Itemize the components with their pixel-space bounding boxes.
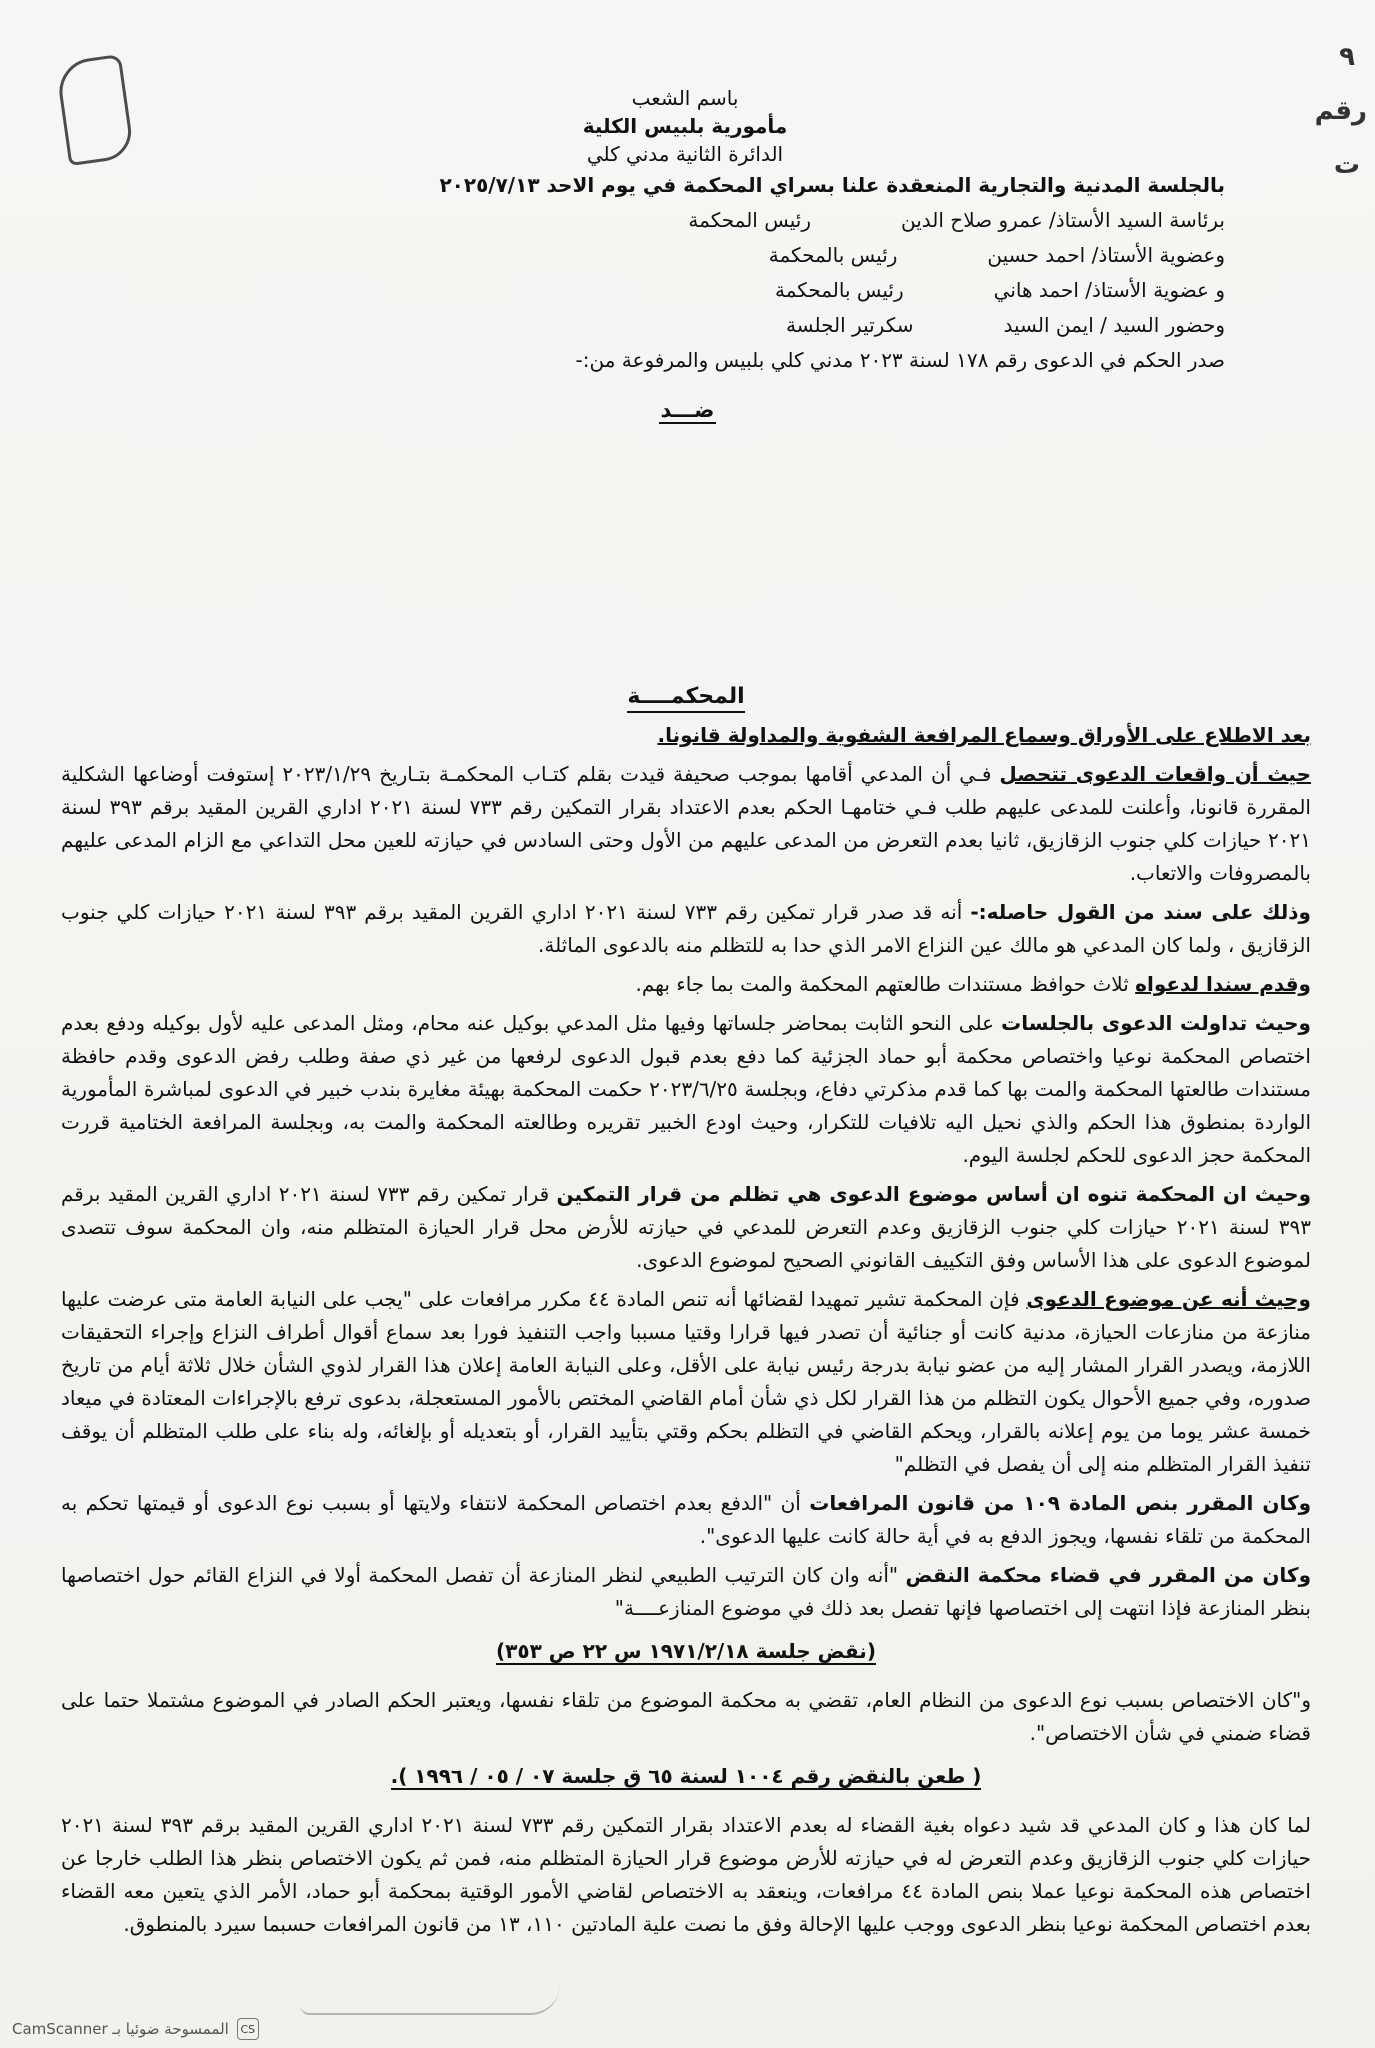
paragraph: وحيث تداولت الدعوى بالجلسات على النحو الثابت بمحاضر جلساتها وفيها مثل المدعي بوكيل عنه محام، ومثل المدعى عليه لأول بوكيله ودفع بعدم اختصاص المحكمة نوعيا واختصاص محكمة أبو حماد الجزئية كما دفع بعدم قبول الدعوى لرفعها من غير ذي صفة وطلب رفض الدعوى وقدم حافظة مستندات طالعتها المحكمة والمت بها كما قدم مذكرتي دفاع، وبجلسة ٢٠٢٣/٦/٢٥ حكمت المحكمة بهيئة مغايرة بندب خبير في الدعوى لمباشرة المأمورية الواردة بمنطوق هذا الحكم والذي نحيل اليه تلافيات للتكرار، وحيث اودع الخبير تقريره وطالعته المحكمة والمت به، وبجلسة المرافعة الختامية قررت المحكمة حجز الدعوى للحكم لجلسة اليوم. — [61, 1011, 1311, 1167]
scanner-watermark — [12, 2018, 259, 2040]
member-line — [145, 273, 1225, 308]
member-name: وحضور السيد / ايمن السيد — [1003, 313, 1225, 337]
paragraph: و"كان الاختصاص بسبب نوع الدعوى من النظام العام، تقضي به محكمة الموضوع من تلقاء نفسها، ويعتبر الحكم الصادر في الموضوع مشتملا حتما على قضاء ضمني في شأن الاختصاص". — [61, 1688, 1311, 1745]
member-name: و عضوية الأستاذ/ احمد هاني — [993, 278, 1225, 302]
paragraph: وحيث ان المحكمة تنوه ان أساس موضوع الدعوى هي تظلم من قرار التمكين قرار تمكين رقم ٧٣٣ لسنة ٢٠٢١ اداري القرين المقيد برقم ٣٩٣ لسنة ٢٠٢١ حيازات كلي جنوب الزقازيق وعدم التعرض للمدعي في حيازته للأرض محل قرار الحيازة المتظلم منه، وان المحكمة سوف تتصدى لموضوع الدعوى على هذا الأساس وفق التكييف القانوني الصحيح لموضوع الدعوى. — [61, 1182, 1311, 1272]
ruling-line: صدر الحكم في الدعوى رقم ١٧٨ لسنة ٢٠٢٣ مدني كلي بلبيس والمرفوعة من:- — [575, 348, 1225, 372]
member-line — [145, 238, 1225, 273]
judgment-header — [145, 84, 1225, 378]
member-line — [145, 203, 1225, 238]
paragraph: وقدم سندا لدعواه ثلاث حوافظ مستندات طالعتهم المحكمة والمت بما جاء بهم. — [635, 972, 1311, 996]
signature-scribble — [300, 1985, 560, 2015]
paragraph: وكان من المقرر في قضاء محكمة النقض "أنه وان كان الترتيب الطبيعي لنظر المنازعة أن تفصل المحكمة أولا في النزاع القائم حول اختصاصها بنظر المنازعة فإذا انتهت إلى اختصاصها فإنها تفصل بعد ذلك في موضوع المنازعــــة" — [61, 1563, 1311, 1620]
scanner-text: الممسوحة ضوئيا بـ CamScanner — [12, 2020, 229, 2038]
paragraph: بعد الاطلاع على الأوراق وسماع المرافعة الشفوية والمداولة قانونا. — [657, 723, 1311, 747]
member-role: رئيس بالمحكمة — [768, 243, 898, 267]
paragraph: وحيث أنه عن موضوع الدعوى فإن المحكمة تشير تمهيدا لقضائها أنه تنص المادة ٤٤ مكرر مرافعات على "يجب على النيابة العامة متى عرضت عليها منازعة من منازعات الحيازة، مدنية كانت أو جنائية أن تصدر فيها قرارا وقتيا مسببا واجب التنفيذ فورا بعد سماع أقوال أطراف النزاع وإجراء التحقيقات اللازمة، ويصدر القرار المشار إليه من عضو نيابة بدرجة رئيس نيابة على الأقل، وعلى النيابة العامة إعلان هذا القرار لذوي الشأن خلال ثلاثة أيام من تاريخ صدوره، وفي جميع الأحوال يكون التظلم من هذا القرار لكل ذي شأن أمام القاضي المختص بالأمور المستعجلة، بدعوى ترفع بالإجراءات المعتادة في ميعاد خمسة عشر يوما من يوم إعلانه بالقرار، ويحكم القاضي في التظلم بحكم وقتي بتأييد القرار، أو بتعديله أو بإلغائه، وله بناء على طلب المتظلم أن يوقف تنفيذ القرار المتظلم منه إلى أن يفصل في التظلم" — [61, 1287, 1311, 1476]
authority-line: مأمورية بلبيس الكلية — [582, 114, 788, 138]
member-role: رئيس المحكمة — [688, 208, 811, 232]
court-title: المحكمــــة — [61, 680, 1311, 713]
member-name: برئاسة السيد الأستاذ/ عمرو صلاح الدين — [900, 208, 1225, 232]
paragraph: لما كان هذا و كان المدعي قد شيد دعواه بغية القضاء له بعدم الاعتداد بقرار التمكين رقم ٧٣٣ لسنة ٢٠٢١ اداري القرين المقيد برقم ٣٩٣ لسنة ٢٠٢١ حيازات كلي جنوب الزقازيق وعدم التعرض له في حيازته للأرض موضوع قرار الحيازة المتظلم منه، فمن ثم يكون الاختصاص بنظر هذا الطلب خارجا عن اختصاص هذه المحكمة نوعيا عملا بنص المادة ٤٤ مرافعات، وينعقد به الاختصاص لقاضي الأمور الوقتية بمحكمة أبو حماد، الأمر الذي يتعين معه القضاء بعدم اختصاص المحكمة نوعيا بنظر الدعوى ووجب عليها الإحالة وفق ما نصت علية المادتين ١١٠، ١٣ من قانون المرافعات حسبما سيرد بالمنطوق. — [61, 1813, 1311, 1936]
margin-mark: ٩ — [1339, 42, 1355, 72]
camscanner-icon: CS — [237, 2018, 259, 2040]
paragraph: وكان المقرر بنص المادة ١٠٩ من قانون المرافعات أن "الدفع بعدم اختصاص المحكمة لانتفاء ولايتها أو بسبب نوع الدعوى أو قيمتها تحكم به المحكمة من تلقاء نفسها، ويجوز الدفع به في أية حالة كانت عليها الدعوى". — [61, 1491, 1312, 1548]
judgment-body — [61, 680, 1311, 1947]
session-line: بالجلسة المدنية والتجارية المنعقدة علنا بسراي المحكمة في يوم الاحد ٢٠٢٥/٧/١٣ — [439, 173, 1225, 197]
circuit-line: الدائرة الثانية مدني كلي — [586, 142, 784, 166]
member-name: وعضوية الأستاذ/ احمد حسين — [987, 243, 1225, 267]
citation: (نقض جلسة ١٩٧١/٢/١٨ س ٢٢ ص ٣٥٣) — [496, 1639, 876, 1663]
in-name-line: باسم الشعب — [631, 86, 739, 110]
margin-mark: رقم — [1314, 96, 1367, 126]
member-role: رئيس بالمحكمة — [774, 278, 904, 302]
margin-annotations — [1314, 30, 1367, 192]
paragraph: وذلك على سند من القول حاصله:- أنه قد صدر قرار تمكين رقم ٧٣٣ لسنة ٢٠٢١ اداري القرين المقيد برقم ٣٩٣ لسنة ٢٠٢١ حيازات كلي جنوب الزقازيق ، ولما كان المدعي هو مالك عين النزاع الامر الذي حدا به للتظلم منه بالدعوى الماثلة. — [61, 900, 1311, 957]
handwritten-mark — [55, 54, 135, 166]
paragraph: حيث أن واقعات الدعوى تتحصل فـي أن المدعي أقامها بموجب صحيفة قيدت بقلم كتـاب المحكمـة بتـاريخ ٢٠٢٣/١/٢٩ إستوفت أوضاعها الشكلية المقررة قانونا، وأعلنت للمدعى عليهم طلب فـي ختامهـا الحكم بعدم الاعتداد بقرار التمكين رقم ٧٣٣ لسنة ٢٠٢١ اداري القرين المقيد برقم ٣٩٣ لسنة ٢٠٢١ حيازات كلي جنوب الزقازيق، ثانيا بعدم التعرض من المدعى عليهم من الأول وحتى السادس في حيازته للعين محل التداعي مع الزام المدعى عليهم بالمصروفات والاتعاب. — [61, 762, 1312, 885]
against-label: ضـــد — [660, 398, 715, 422]
margin-mark: ت — [1333, 150, 1361, 180]
member-role: سكرتير الجلسة — [785, 313, 914, 337]
citation: ( طعن بالنقض رقم ١٠٠٤ لسنة ٦٥ ق جلسة ٠٧ / ٠٥ / ١٩٩٦ ). — [390, 1764, 982, 1788]
member-line — [145, 308, 1225, 343]
